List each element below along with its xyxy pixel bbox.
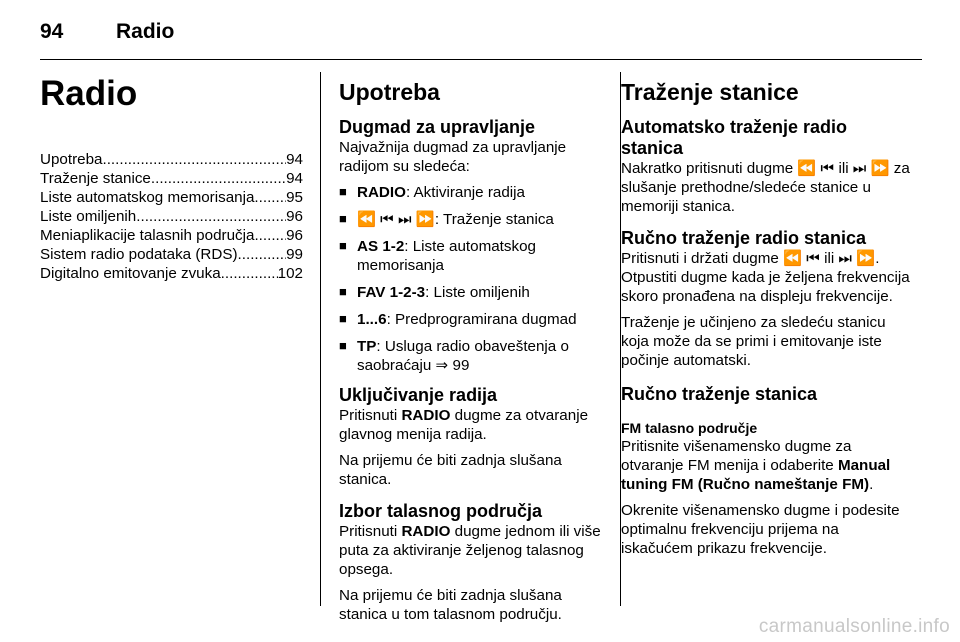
list-item: ■ 1...6: Predprogramirana dugmad [339, 310, 605, 329]
usage-column [339, 70, 605, 631]
page-header [0, 0, 960, 60]
toc-entry-label: Sistem radio podataka (RDS) [40, 246, 238, 263]
band-paragraph: Pritisnuti RADIO dugme jednom ili više puta za aktiviranje željenog talasnog opsega. [339, 523, 601, 578]
toc-entry-label: Meniaplikacije talasnih područja [40, 227, 255, 244]
manual-tuning-note: Okrenite višenamensko dugme i podesite optimalnu frekvenciju prijema na iskačućem prikazu frekvencije. [621, 502, 900, 557]
list-item: ■ TP: Usluga radio obaveštenja o saobraćaju ⇒ 99 [339, 337, 605, 375]
manual-tuning-paragraph: Pritisnite višenamensko dugme za otvaranje FM menija i odaberite Manual tuning FM (Ručno nameštanje FM). [621, 438, 891, 493]
toc-entry-page: 94 [286, 170, 303, 187]
subheading-controls: Dugmad za upravljanje [339, 117, 536, 137]
column-divider-1 [320, 72, 321, 606]
toc-entry-page: 95 [286, 189, 303, 206]
toc-entry-label: Upotreba [40, 151, 103, 168]
toc-entry-label: Traženje stanice [40, 170, 151, 187]
toc-column [40, 70, 303, 283]
toc-entry[interactable] [40, 245, 303, 264]
page-number: 94 [40, 20, 64, 43]
toc-leader-dots [151, 169, 286, 188]
table-of-contents [40, 150, 303, 283]
header-section-title: Radio [116, 20, 175, 43]
controls-intro: Najvažnija dugmad za upravljanje radijom su sledeća: [339, 139, 567, 175]
control-key: AS 1-2 [357, 238, 405, 255]
toc-leader-dots [238, 245, 287, 264]
toc-leader-dots [102, 150, 286, 169]
chapter-title: Radio [40, 74, 138, 113]
subheading-switch-on: Uključivanje radija [339, 385, 498, 405]
control-key: FAV 1-2-3 [357, 284, 426, 301]
toc-leader-dots [136, 207, 286, 226]
toc-entry-label: Digitalno emitovanje zvuka [40, 265, 221, 282]
toc-entry-page: 94 [286, 151, 303, 168]
subheading-manual-search: Ručno traženje radio stanica [621, 228, 867, 248]
section-heading-station-search: Traženje stanice [621, 79, 799, 105]
controls-list [339, 183, 605, 375]
toc-entry[interactable] [40, 188, 303, 207]
band-note: Na prijemu će biti zadnja slušana stanica u tom talasnom području. [339, 587, 562, 623]
toc-entry[interactable] [40, 264, 303, 283]
watermark: carmanualsonline.info [758, 616, 950, 637]
manual-search-paragraph: Pritisnuti i držati dugme ⏪ ⏮ ili ⏭ ⏩. Otpustiti dugme kada je željena frekvencija skoro pronađena na displeju frekvencije. [621, 250, 910, 305]
list-item: ■ FAV 1-2-3: Liste omiljenih [339, 283, 605, 302]
toc-leader-dots [254, 188, 286, 207]
list-item: ■ ⏪ ⏮ ⏭ ⏩: Traženje stanica [339, 210, 605, 229]
toc-entry[interactable] [40, 150, 303, 169]
page-reference-link[interactable]: ⇒ 99 [435, 357, 470, 374]
toc-leader-dots [254, 226, 286, 245]
control-key: TP [357, 338, 377, 355]
header-rule [40, 59, 922, 60]
toc-entry[interactable] [40, 207, 303, 226]
toc-entry-label: Liste automatskog memorisanja [40, 189, 255, 206]
auto-search-paragraph: Nakratko pritisnuti dugme ⏪ ⏮ ili ⏭ ⏩ za slušanje prethodne/sledeće stanice u memoriji stanica. [621, 160, 910, 215]
toc-entry-label: Liste omiljenih [40, 208, 137, 225]
fm-band-label: FM talasno područje [621, 420, 758, 436]
subheading-auto-search: Automatsko traženje radio stanica [621, 117, 848, 158]
section-heading-usage: Upotreba [339, 79, 440, 105]
control-key: RADIO [357, 184, 406, 201]
toc-entry-page: 99 [286, 246, 303, 263]
seek-buttons-icon: ⏪ ⏮ ⏭ ⏩ [357, 211, 435, 228]
toc-entry-page: 96 [286, 208, 303, 225]
toc-entry[interactable] [40, 226, 303, 245]
list-item: ■ AS 1-2: Liste automatskog memorisanja [339, 237, 605, 275]
switch-on-paragraph: Pritisnuti RADIO dugme za otvaranje glavnog menija radija. [339, 407, 589, 443]
toc-entry-page: 96 [286, 227, 303, 244]
subheading-band: Izbor talasnog područja [339, 501, 543, 521]
toc-entry[interactable] [40, 169, 303, 188]
manual-search-note: Traženje je učinjeno za sledeću stanicu koja može da se primi i emitovanje iste počinje automatski. [621, 314, 886, 369]
toc-leader-dots [221, 264, 278, 283]
control-key: 1...6 [357, 311, 387, 328]
list-item: ■ RADIO: Aktiviranje radija [339, 183, 605, 202]
toc-entry-page: 102 [277, 265, 303, 282]
subheading-manual-tuning: Ručno traženje stanica [621, 384, 818, 404]
switch-on-note: Na prijemu će biti zadnja slušana stanica. [339, 452, 562, 488]
station-search-column [621, 70, 911, 565]
